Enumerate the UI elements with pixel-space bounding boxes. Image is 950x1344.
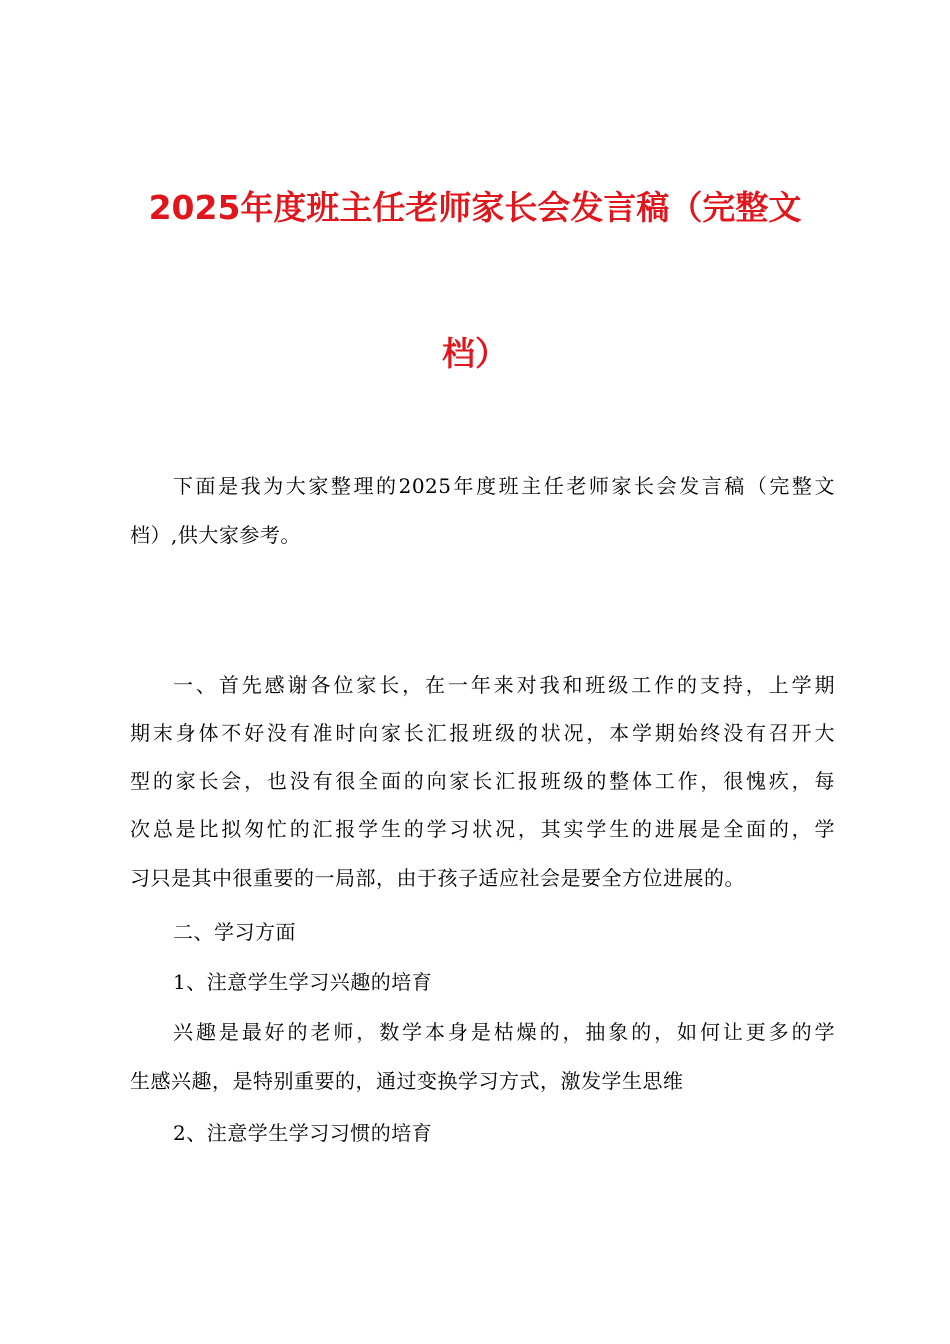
section1-line-4: 次总是比拟匆忙的汇报学生的学习状况，其实学生的进展是全面的，学	[130, 817, 835, 841]
section1-line-1: 一、首先感谢各位家长，在一年来对我和班级工作的支持，上学期	[173, 673, 835, 697]
section1-line-2: 期末身体不好没有准时向家长汇报班级的状况，本学期始终没有召开大	[130, 721, 835, 745]
section1-line-5: 习只是其中很重要的一局部，由于孩子适应社会是要全方位进展的。	[130, 866, 745, 890]
subheading-habits: 2、注意学生学习习惯的培育	[173, 1121, 433, 1145]
subheading-interest: 1、注意学生学习兴趣的培育	[173, 970, 433, 994]
section1-line-3: 型的家长会，也没有很全面的向家长汇报班级的整体工作，很愧疚，每	[130, 769, 835, 793]
intro-line-2: 档）,供大家参考。	[130, 523, 301, 547]
interest-body-line-2: 生感兴趣，是特别重要的，通过变换学习方式，激发学生思维	[130, 1069, 684, 1093]
document-title-line-2: 档）	[442, 334, 508, 373]
intro-line-1: 下面是我为大家整理的2025年度班主任老师家长会发言稿（完整文	[173, 474, 835, 498]
document-title-line-1: 2025年度班主任老师家长会发言稿（完整文	[148, 188, 802, 227]
section-heading-learning: 二、学习方面	[173, 920, 296, 944]
interest-body-line-1: 兴趣是最好的老师，数学本身是枯燥的，抽象的，如何让更多的学	[173, 1020, 835, 1044]
